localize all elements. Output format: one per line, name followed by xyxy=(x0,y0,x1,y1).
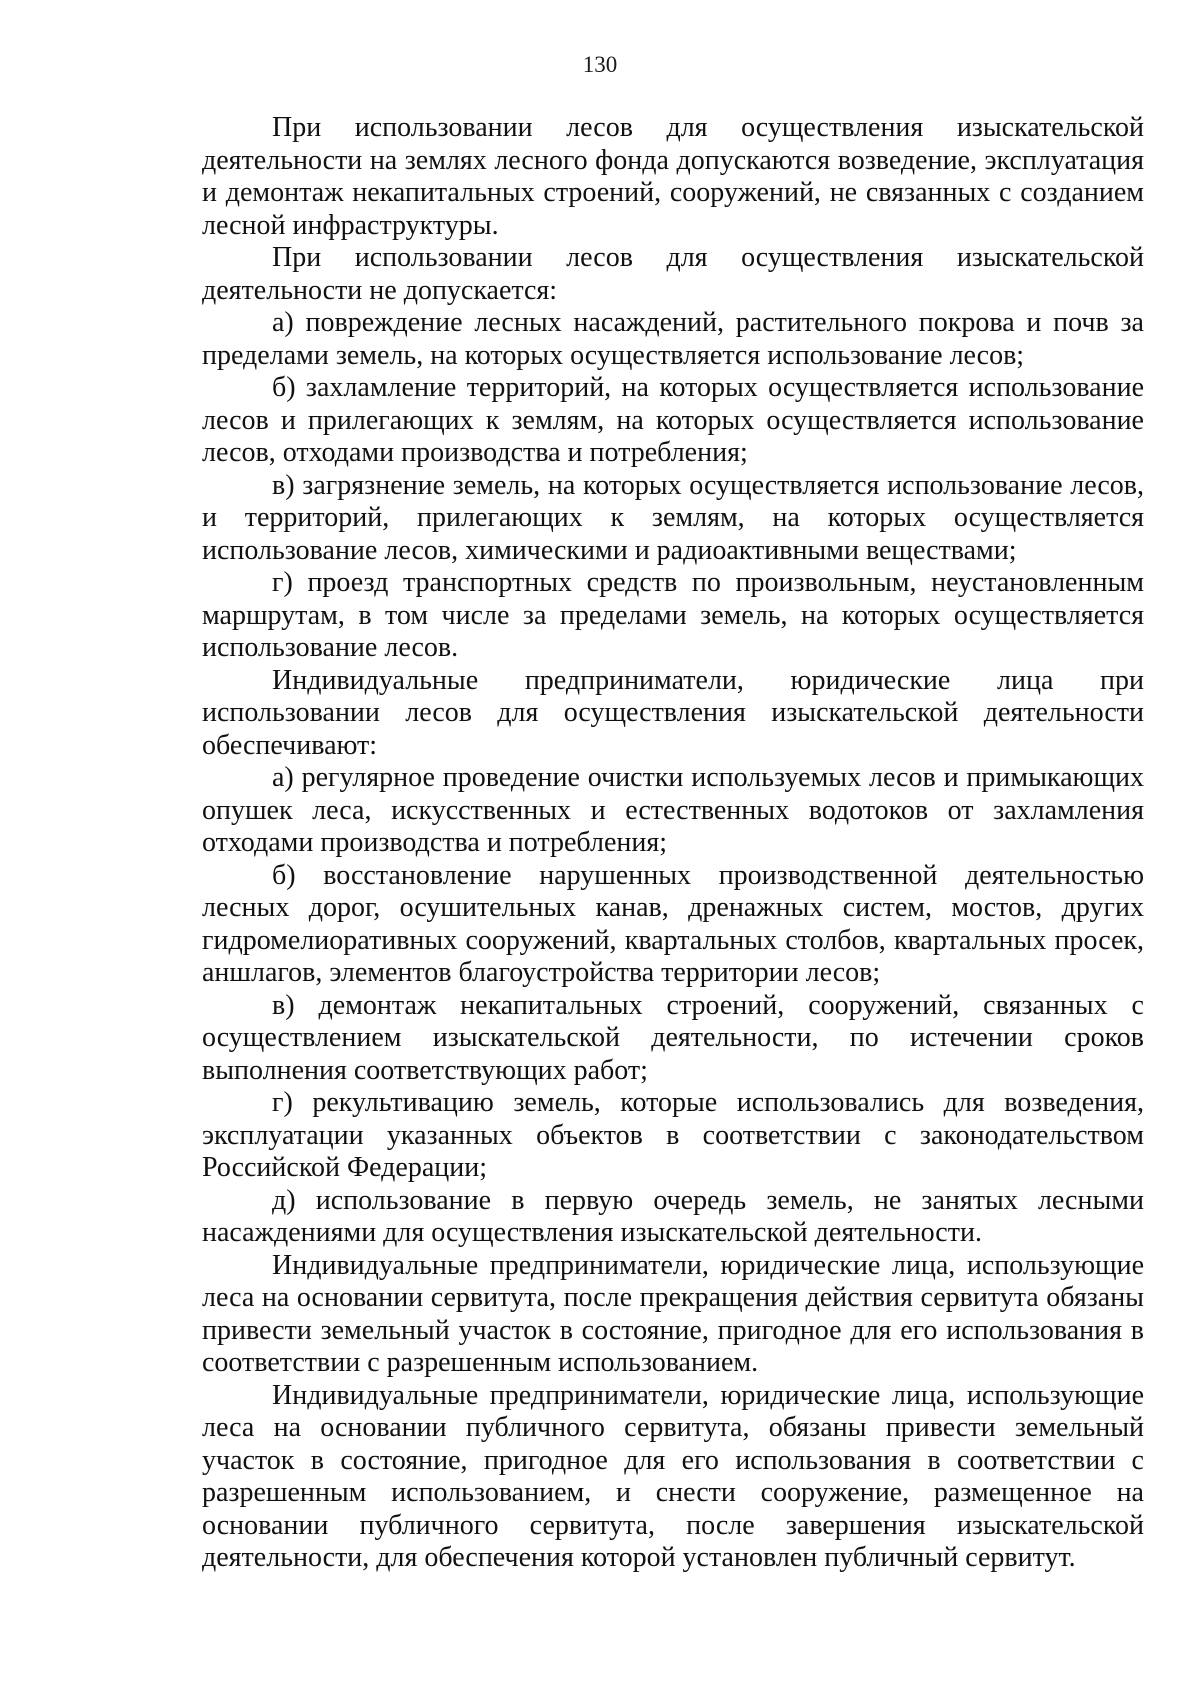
list-item-g-vehicle-passage: г) проезд транспортных средств по произвольным, неустановленным маршрутам, в том числе за пределами земель, на которых осуществляется использование лесов. xyxy=(202,567,1144,663)
page-number: 130 xyxy=(582,52,618,77)
list-item-b-restoration: б) восстановление нарушенных производственной деятельностью лесных дорог, осушительных канав, дренажных систем, мостов, других гидромелиоративных сооружений, квартальных столбов, квартальных просек, аншлагов, элементов благоустройства территории лесов; xyxy=(202,859,1144,988)
document-body xyxy=(202,112,1144,1575)
paragraph-servitude: Индивидуальные предприниматели, юридические лица, использующие леса на основании сервитута, после прекращения действия сервитута обязаны привести земельный участок в состояние, пригодное для его использования в соответствии с разрешенным использованием. xyxy=(202,1249,1144,1378)
list-item-a-damage: а) повреждение лесных насаждений, растительного покрова и почв за пределами земель, на которых осуществляется использование лесов; xyxy=(202,307,1144,371)
paragraph-public-servitude: Индивидуальные предприниматели, юридические лица, использующие леса на основании публичного сервитута, обязаны привести земельный участок в состояние, пригодное для его использования в соответствии с разрешенным использованием, и снести сооружение, размещенное на основании публичного сервитута, после завершения изыскательской деятельности, для обеспечения которой установлен публичный сервитут. xyxy=(202,1379,1144,1573)
list-item-a-cleaning: а) регулярное проведение очистки используемых лесов и примыкающих опушек леса, искусственных и естественных водотоков от захламления отходами производства и потребления; xyxy=(202,762,1144,858)
paragraph-construction-allowed: При использовании лесов для осуществления изыскательской деятельности на землях лесного фонда допускаются возведение, эксплуатация и демонтаж некапитальных строений, сооружений, не связанных с созданием лесной инфраструктуры. xyxy=(202,112,1144,241)
list-item-g-recultivation: г) рекультивацию земель, которые использовались для возведения, эксплуатации указанных объектов в соответствии с законодательством Российской Федерации; xyxy=(202,1087,1144,1183)
list-item-d-land-use: д) использование в первую очередь земель, не занятых лесными насаждениями для осуществления изыскательской деятельности. xyxy=(202,1184,1144,1248)
list-item-v-pollution: в) загрязнение земель, на которых осуществляется использование лесов, и территорий, прилегающих к землям, на которых осуществляется использование лесов, химическими и радиоактивными веществами; xyxy=(202,469,1144,566)
list-item-b-littering: б) захламление территорий, на которых осуществляется использование лесов и прилегающих к землям, на которых осуществляется использование лесов, отходами производства и потребления; xyxy=(202,372,1144,468)
paragraph-not-allowed-intro: При использовании лесов для осуществления изыскательской деятельности не допускается: xyxy=(202,242,1144,306)
list-item-v-dismantling: в) демонтаж некапитальных строений, сооружений, связанных с осуществлением изыскательской деятельности, по истечении сроков выполнения соответствующих работ; xyxy=(202,989,1144,1086)
paragraph-obligations-intro: Индивидуальные предприниматели, юридические лица при использовании лесов для осуществления изыскательской деятельности обеспечивают: xyxy=(202,664,1144,761)
